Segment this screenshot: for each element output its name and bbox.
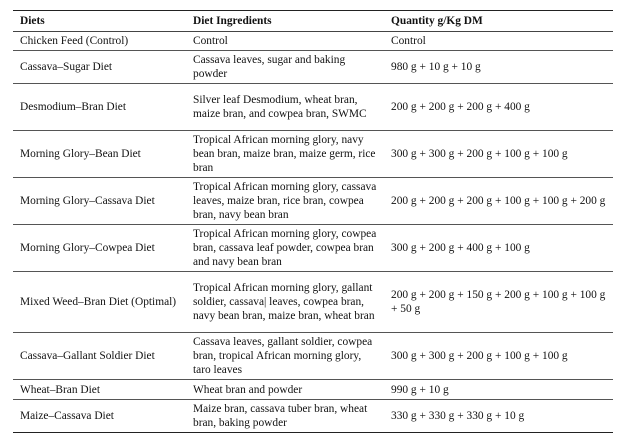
diet-ingredients: Tropical African morning glory, gallant soldier, cassava| leaves, cowpea bran, navy bean bran, maize bran, wheat bran — [186, 272, 384, 333]
diet-quantity: 330 g + 330 g + 330 g + 10 g — [384, 400, 613, 433]
diet-ingredients: Cassava leaves, sugar and baking powder — [186, 51, 384, 84]
diet-ingredients: Maize bran, cassava tuber bran, wheat bran, baking powder — [186, 400, 384, 433]
table-row — [13, 32, 613, 51]
diet-name: Chicken Feed (Control) — [13, 32, 186, 51]
table-row — [13, 380, 613, 400]
diet-ingredients: Silver leaf Desmodium, wheat bran, maize bran, and cowpea bran, SWMC — [186, 84, 384, 131]
diet-ingredients: Tropical African morning glory, cowpea bran, cassava leaf powder, cowpea bran and navy bean bran — [186, 225, 384, 272]
table-header — [13, 11, 613, 32]
diet-ingredients: Cassava leaves, gallant soldier, cowpea bran, tropical African morning glory, taro leaves — [186, 333, 384, 380]
diet-quantity: Control — [384, 32, 613, 51]
diet-name: Cassava–Gallant Soldier Diet — [13, 333, 186, 380]
header-row — [13, 11, 613, 32]
diet-ingredients: Tropical African morning glory, navy bean bran, maize bran, maize germ, rice bran — [186, 131, 384, 178]
diet-quantity: 300 g + 300 g + 200 g + 100 g + 100 g — [384, 131, 613, 178]
diet-name: Cassava–Sugar Diet — [13, 51, 186, 84]
diet-quantity: 200 g + 200 g + 200 g + 100 g + 100 g + 200 g — [384, 178, 613, 225]
table-row — [13, 333, 613, 380]
header-diets: Diets — [13, 11, 186, 32]
table-row — [13, 400, 613, 433]
table-body — [13, 32, 613, 433]
header-ingredients: Diet Ingredients — [186, 11, 384, 32]
diet-quantity: 980 g + 10 g + 10 g — [384, 51, 613, 84]
diet-quantity: 300 g + 300 g + 200 g + 100 g + 100 g — [384, 333, 613, 380]
diet-ingredients: Wheat bran and powder — [186, 380, 384, 400]
diet-name: Maize–Cassava Diet — [13, 400, 186, 433]
table-row — [13, 178, 613, 225]
table-row — [13, 272, 613, 333]
diet-name: Morning Glory–Cowpea Diet — [13, 225, 186, 272]
diet-ingredients: Tropical African morning glory, cassava leaves, maize bran, rice bran, cowpea bran, navy bean bran — [186, 178, 384, 225]
table-row — [13, 51, 613, 84]
diet-name: Morning Glory–Bean Diet — [13, 131, 186, 178]
diet-name: Wheat–Bran Diet — [13, 380, 186, 400]
table-row — [13, 131, 613, 178]
diet-name: Morning Glory–Cassava Diet — [13, 178, 186, 225]
diet-composition-table — [13, 10, 613, 433]
table-row — [13, 225, 613, 272]
diet-ingredients: Control — [186, 32, 384, 51]
diet-name: Mixed Weed–Bran Diet (Optimal) — [13, 272, 186, 333]
diet-quantity: 200 g + 200 g + 200 g + 400 g — [384, 84, 613, 131]
diet-name: Desmodium–Bran Diet — [13, 84, 186, 131]
diet-quantity: 200 g + 200 g + 150 g + 200 g + 100 g + 100 g + 50 g — [384, 272, 613, 333]
diet-quantity: 990 g + 10 g — [384, 380, 613, 400]
diet-quantity: 300 g + 200 g + 400 g + 100 g — [384, 225, 613, 272]
header-quantity: Quantity g/Kg DM — [384, 11, 613, 32]
table-row — [13, 84, 613, 131]
